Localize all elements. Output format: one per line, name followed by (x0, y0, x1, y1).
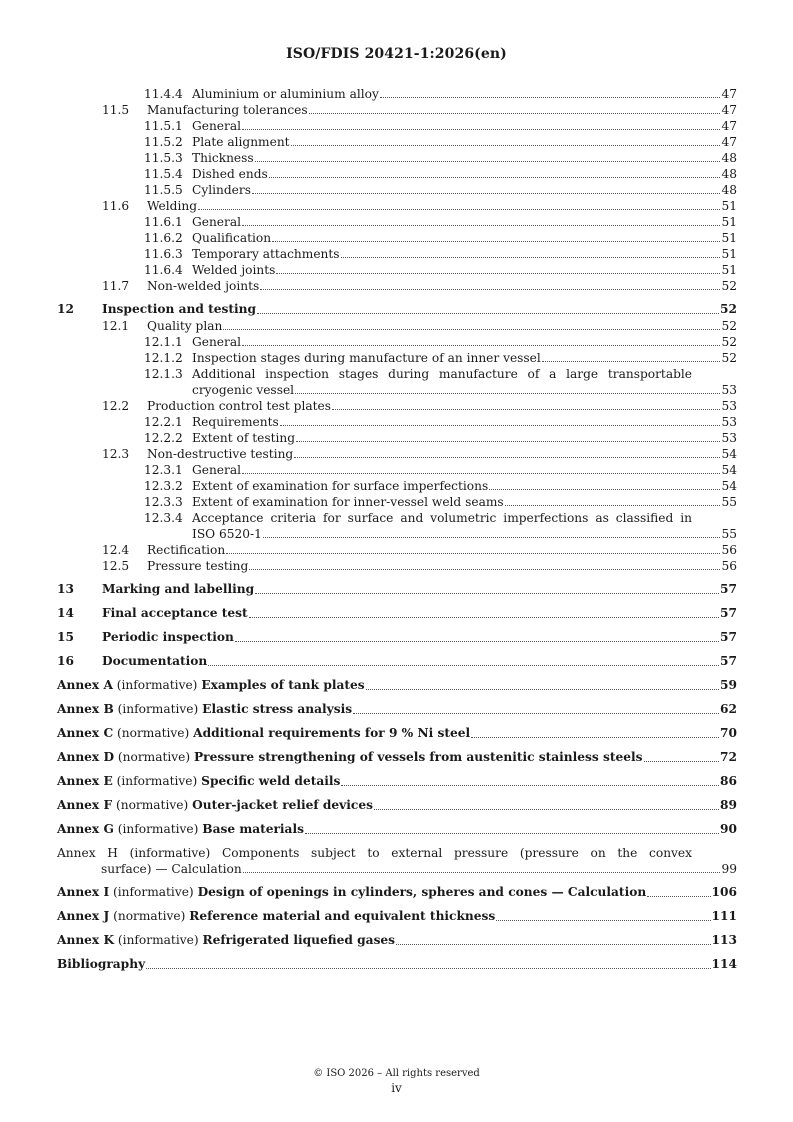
dot-leader (235, 641, 719, 642)
dot-leader (242, 345, 720, 346)
toc-page: 51 (721, 263, 737, 277)
toc-number: 16 (57, 654, 74, 668)
toc-page: 56 (721, 559, 737, 573)
toc-page: 54 (721, 447, 737, 461)
dot-leader (242, 129, 720, 130)
annex-kind: (informative) (117, 702, 199, 716)
toc-entry-12-3-1[interactable] (57, 462, 737, 478)
toc-entry-12-5[interactable] (57, 558, 737, 574)
toc-title: Cylinders (192, 183, 251, 197)
toc-page: 48 (721, 183, 737, 197)
toc-page: 90 (720, 822, 737, 836)
dot-leader (366, 689, 719, 690)
toc-entry-15[interactable] (57, 629, 737, 646)
toc-entry-11-6-2[interactable] (57, 230, 737, 246)
dot-leader (644, 761, 720, 762)
toc-entry-annex-g[interactable] (57, 821, 737, 838)
toc-entry-annex-f[interactable] (57, 797, 737, 814)
toc-entry-11-6-1[interactable] (57, 214, 737, 230)
dot-leader (263, 537, 721, 538)
toc-entry-11-5-4[interactable] (57, 166, 737, 182)
annex-label: Annex B (57, 702, 114, 716)
toc-entry-12-1-1[interactable] (57, 334, 737, 350)
toc-title: General (192, 463, 241, 477)
toc-page: 51 (721, 231, 737, 245)
toc-title: Qualification (192, 231, 272, 245)
dot-leader (505, 505, 721, 506)
toc-page: 53 (721, 431, 737, 445)
dot-leader (471, 737, 719, 738)
dot-leader (146, 968, 710, 969)
toc-number: 12.3.4 (144, 511, 183, 525)
toc-entry-annex-j[interactable] (57, 908, 737, 925)
toc-title: Production control test plates (147, 399, 332, 413)
annex-kind: (informative) (113, 885, 194, 899)
annex-title: Elastic stress analysis (202, 702, 353, 716)
dot-leader (249, 569, 720, 570)
dot-leader (198, 209, 720, 210)
toc-title: Thickness (192, 151, 254, 165)
toc-number: 11.6.1 (144, 215, 183, 229)
dot-leader (294, 457, 720, 458)
toc-page: 52 (721, 335, 737, 349)
toc-entry-annex-b[interactable] (57, 701, 737, 718)
toc-title: Pressure testing (147, 559, 249, 573)
toc-title: Documentation (102, 654, 208, 668)
toc-number: 11.6.3 (144, 247, 183, 261)
dot-leader (647, 896, 710, 897)
toc-title: Non-welded joints (147, 279, 260, 293)
annex-title: Additional requirements for 9 % Ni steel (193, 726, 471, 740)
toc-title: Extent of examination for inner-vessel weld seams (192, 495, 504, 509)
toc-number: 11.5.2 (144, 135, 183, 149)
toc-entry-12-1-2[interactable] (57, 350, 737, 366)
dot-leader (295, 393, 720, 394)
toc-page: 47 (721, 135, 737, 149)
toc-title: Dished ends (192, 167, 268, 181)
toc-title: Additional inspection stages during manufacture of a large transportable (192, 367, 692, 381)
toc-title: Inspection and testing (102, 302, 257, 316)
toc-page: 51 (721, 199, 737, 213)
toc-entry-12-3-3[interactable] (57, 494, 737, 510)
toc-entry-annex-h[interactable] (57, 845, 737, 877)
toc-page: 57 (720, 630, 737, 644)
toc-entry-11-6[interactable] (57, 198, 737, 214)
dot-leader (353, 713, 719, 714)
toc-page: 51 (721, 247, 737, 261)
toc-number: 14 (57, 606, 74, 620)
annex-label: Annex A (57, 678, 113, 692)
toc-page: 55 (721, 527, 737, 541)
toc-number: 11.7 (102, 279, 130, 293)
annex-kind: (informative) (116, 774, 198, 788)
annex-title-continued: surface) — Calculation (101, 862, 242, 876)
annex-title: Examples of tank plates (201, 678, 365, 692)
toc-title-continued: cryogenic vessel (192, 383, 295, 397)
toc-title: Temporary attachments (192, 247, 340, 261)
toc-title: Extent of testing (192, 431, 296, 445)
dot-leader (255, 593, 719, 594)
toc-entry-11-5-1[interactable] (57, 118, 737, 134)
toc-number: 11.5.3 (144, 151, 183, 165)
dot-leader (260, 289, 720, 290)
page-footer (0, 1066, 793, 1096)
toc-entry-11-7[interactable] (57, 278, 737, 294)
toc-number: 11.5.1 (144, 119, 183, 133)
dot-leader (396, 944, 711, 945)
toc-title: Rectification (147, 543, 226, 557)
toc-page: 52 (720, 302, 737, 316)
toc-page: 57 (720, 582, 737, 596)
toc-page: 47 (721, 119, 737, 133)
dot-leader (276, 273, 720, 274)
toc-entry-12-2-2[interactable] (57, 430, 737, 446)
toc-page: 53 (721, 399, 737, 413)
toc-number: 12.1.1 (144, 335, 183, 349)
toc-entry-12-3[interactable] (57, 446, 737, 462)
toc-page: 47 (721, 103, 737, 117)
annex-title: Outer-jacket relief devices (192, 798, 373, 812)
toc-page: 52 (721, 319, 737, 333)
dot-leader (332, 409, 720, 410)
toc-title: Aluminium or aluminium alloy (192, 87, 379, 101)
toc-page: 52 (721, 351, 737, 365)
annex-label: Annex D (57, 750, 115, 764)
toc-page: 113 (711, 933, 737, 947)
annex-label: Annex G (57, 822, 114, 836)
toc-entry-14[interactable] (57, 605, 737, 622)
annex-label: Annex K (57, 933, 115, 947)
toc-number: 11.6 (102, 199, 130, 213)
document-header: ISO/FDIS 20421-1:2026(en) (286, 46, 507, 62)
toc-title: Non-destructive testing (147, 447, 294, 461)
toc-title: Bibliography (57, 957, 146, 971)
toc-page: 86 (720, 774, 737, 788)
toc-title: General (192, 335, 241, 349)
annex-kind: (normative) (113, 909, 186, 923)
toc-number: 11.6.2 (144, 231, 183, 245)
toc-title: Requirements (192, 415, 279, 429)
toc-title: Welded joints (192, 263, 276, 277)
annex-title: Refrigerated liquefied gases (202, 933, 396, 947)
toc-entry-12-3-4[interactable] (57, 510, 737, 542)
dot-leader (296, 441, 720, 442)
toc-entry-12-1-3[interactable] (57, 366, 737, 398)
toc-number: 12.2.2 (144, 431, 183, 445)
toc-number: 12.3.3 (144, 495, 183, 509)
toc-number: 12 (57, 302, 74, 316)
toc-number: 12.3 (102, 447, 130, 461)
toc-page: 62 (720, 702, 737, 716)
dot-leader (280, 425, 721, 426)
dot-leader (341, 257, 721, 258)
toc-entry-annex-d[interactable] (57, 749, 737, 766)
toc-page: 59 (720, 678, 737, 692)
toc-page: 72 (720, 750, 737, 764)
toc-entry-12-2[interactable] (57, 398, 737, 414)
toc-number: 11.5.4 (144, 167, 183, 181)
dot-leader (242, 473, 720, 474)
annex-title: Pressure strengthening of vessels from austenitic stainless steels (194, 750, 643, 764)
dot-leader (272, 241, 720, 242)
dot-leader (269, 177, 721, 178)
toc-page: 53 (721, 383, 737, 397)
annex-label: Annex F (57, 798, 113, 812)
toc-page: 56 (721, 543, 737, 557)
table-of-contents (57, 86, 737, 973)
toc-page: 89 (720, 798, 737, 812)
toc-title: Plate alignment (192, 135, 290, 149)
toc-entry-11-4-4[interactable] (57, 86, 737, 102)
annex-label: Annex C (57, 726, 114, 740)
annex-title: Design of openings in cylinders, spheres and cones — Calculation (197, 885, 647, 899)
dot-leader (380, 97, 721, 98)
toc-entry-annex-i[interactable] (57, 884, 737, 901)
dot-leader (223, 329, 720, 330)
toc-title: Acceptance criteria for surface and volumetric imperfections as classified in (192, 511, 692, 525)
toc-page: 70 (720, 726, 737, 740)
toc-number: 12.1 (102, 319, 130, 333)
dot-leader (309, 113, 721, 114)
toc-number: 12.1.3 (144, 367, 183, 381)
toc-entry-annex-a[interactable] (57, 677, 737, 694)
annex-label: Annex E (57, 774, 113, 788)
toc-title: Marking and labelling (102, 582, 255, 596)
annex-title: Components subject to external pressure (pressure on the convex (221, 846, 693, 860)
toc-page: 54 (721, 479, 737, 493)
dot-leader (226, 553, 720, 554)
dot-leader (341, 785, 719, 786)
toc-entry-13[interactable] (57, 581, 737, 598)
dot-leader (257, 313, 719, 314)
toc-entry-11-6-4[interactable] (57, 262, 737, 278)
toc-page: 53 (721, 415, 737, 429)
toc-title: Extent of examination for surface imperfections (192, 479, 489, 493)
toc-page: 48 (721, 167, 737, 181)
toc-page: 47 (721, 87, 737, 101)
toc-title: Inspection stages during manufacture of an inner vessel (192, 351, 541, 365)
dot-leader (242, 225, 720, 226)
toc-title: Final acceptance test (102, 606, 248, 620)
toc-number: 12.1.2 (144, 351, 183, 365)
toc-title: Periodic inspection (102, 630, 234, 644)
toc-page: 99 (721, 862, 737, 876)
annex-kind: (normative) (117, 726, 190, 740)
toc-page: 51 (721, 215, 737, 229)
toc-entry-bibliography[interactable] (57, 956, 737, 973)
annex-title: Specific weld details (201, 774, 341, 788)
toc-number: 11.6.4 (144, 263, 183, 277)
toc-entry-11-5-3[interactable] (57, 150, 737, 166)
annex-label: Annex J (57, 909, 110, 923)
toc-title: Quality plan (147, 319, 223, 333)
annex-kind: (normative) (117, 750, 191, 764)
toc-entry-11-6-3[interactable] (57, 246, 737, 262)
toc-page: 57 (720, 606, 737, 620)
toc-page: 55 (721, 495, 737, 509)
copyright-notice: © ISO 2026 – All rights reserved (313, 1068, 480, 1079)
dot-leader (542, 361, 721, 362)
dot-leader (374, 809, 719, 810)
toc-page: 48 (721, 151, 737, 165)
annex-label: Annex I (57, 885, 110, 899)
toc-number: 13 (57, 582, 74, 596)
annex-kind: (informative) (117, 822, 199, 836)
toc-page: 57 (720, 654, 737, 668)
toc-number: 11.4.4 (144, 87, 183, 101)
toc-entry-16[interactable] (57, 653, 737, 670)
dot-leader (291, 145, 721, 146)
annex-kind: (informative) (116, 678, 198, 692)
toc-page: 106 (711, 885, 737, 899)
toc-title: General (192, 119, 241, 133)
toc-number: 12.2 (102, 399, 130, 413)
annex-label: Annex H (57, 846, 118, 860)
toc-number: 12.3.1 (144, 463, 183, 477)
dot-leader (496, 920, 710, 921)
annex-kind: (normative) (115, 798, 189, 812)
toc-page: 54 (721, 463, 737, 477)
toc-entry-annex-c[interactable] (57, 725, 737, 742)
annex-kind: (informative) (117, 933, 199, 947)
dot-leader (252, 193, 721, 194)
toc-page: 52 (721, 279, 737, 293)
annex-title: Base materials (202, 822, 304, 836)
dot-leader (255, 161, 721, 162)
dot-leader (208, 665, 719, 666)
toc-page: 114 (711, 957, 737, 971)
toc-entry-11-5-5[interactable] (57, 182, 737, 198)
dot-leader (305, 833, 719, 834)
toc-number: 12.2.1 (144, 415, 183, 429)
toc-entry-annex-e[interactable] (57, 773, 737, 790)
toc-entry-annex-k[interactable] (57, 932, 737, 949)
toc-number: 11.5.5 (144, 183, 183, 197)
toc-title: Manufacturing tolerances (147, 103, 308, 117)
toc-title-continued: ISO 6520-1 (192, 527, 262, 541)
toc-entry-12-2-1[interactable] (57, 414, 737, 430)
toc-entry-12-4[interactable] (57, 542, 737, 558)
toc-title: General (192, 215, 241, 229)
annex-kind: (informative) (129, 846, 211, 860)
dot-leader (489, 489, 720, 490)
toc-number: 12.5 (102, 559, 130, 573)
toc-entry-12-1[interactable] (57, 318, 737, 334)
toc-entry-12-3-2[interactable] (57, 478, 737, 494)
dot-leader (249, 617, 719, 618)
annex-title: Reference material and equivalent thickness (189, 909, 496, 923)
toc-entry-12[interactable] (57, 301, 737, 318)
dot-leader (243, 872, 721, 873)
toc-number: 12.3.2 (144, 479, 183, 493)
toc-title: Welding (147, 199, 197, 213)
toc-entry-11-5[interactable] (57, 102, 737, 118)
toc-number: 15 (57, 630, 74, 644)
toc-entry-11-5-2[interactable] (57, 134, 737, 150)
toc-number: 11.5 (102, 103, 130, 117)
toc-number: 12.4 (102, 543, 130, 557)
toc-page: 111 (711, 909, 737, 923)
page-number: iv (391, 1081, 402, 1095)
